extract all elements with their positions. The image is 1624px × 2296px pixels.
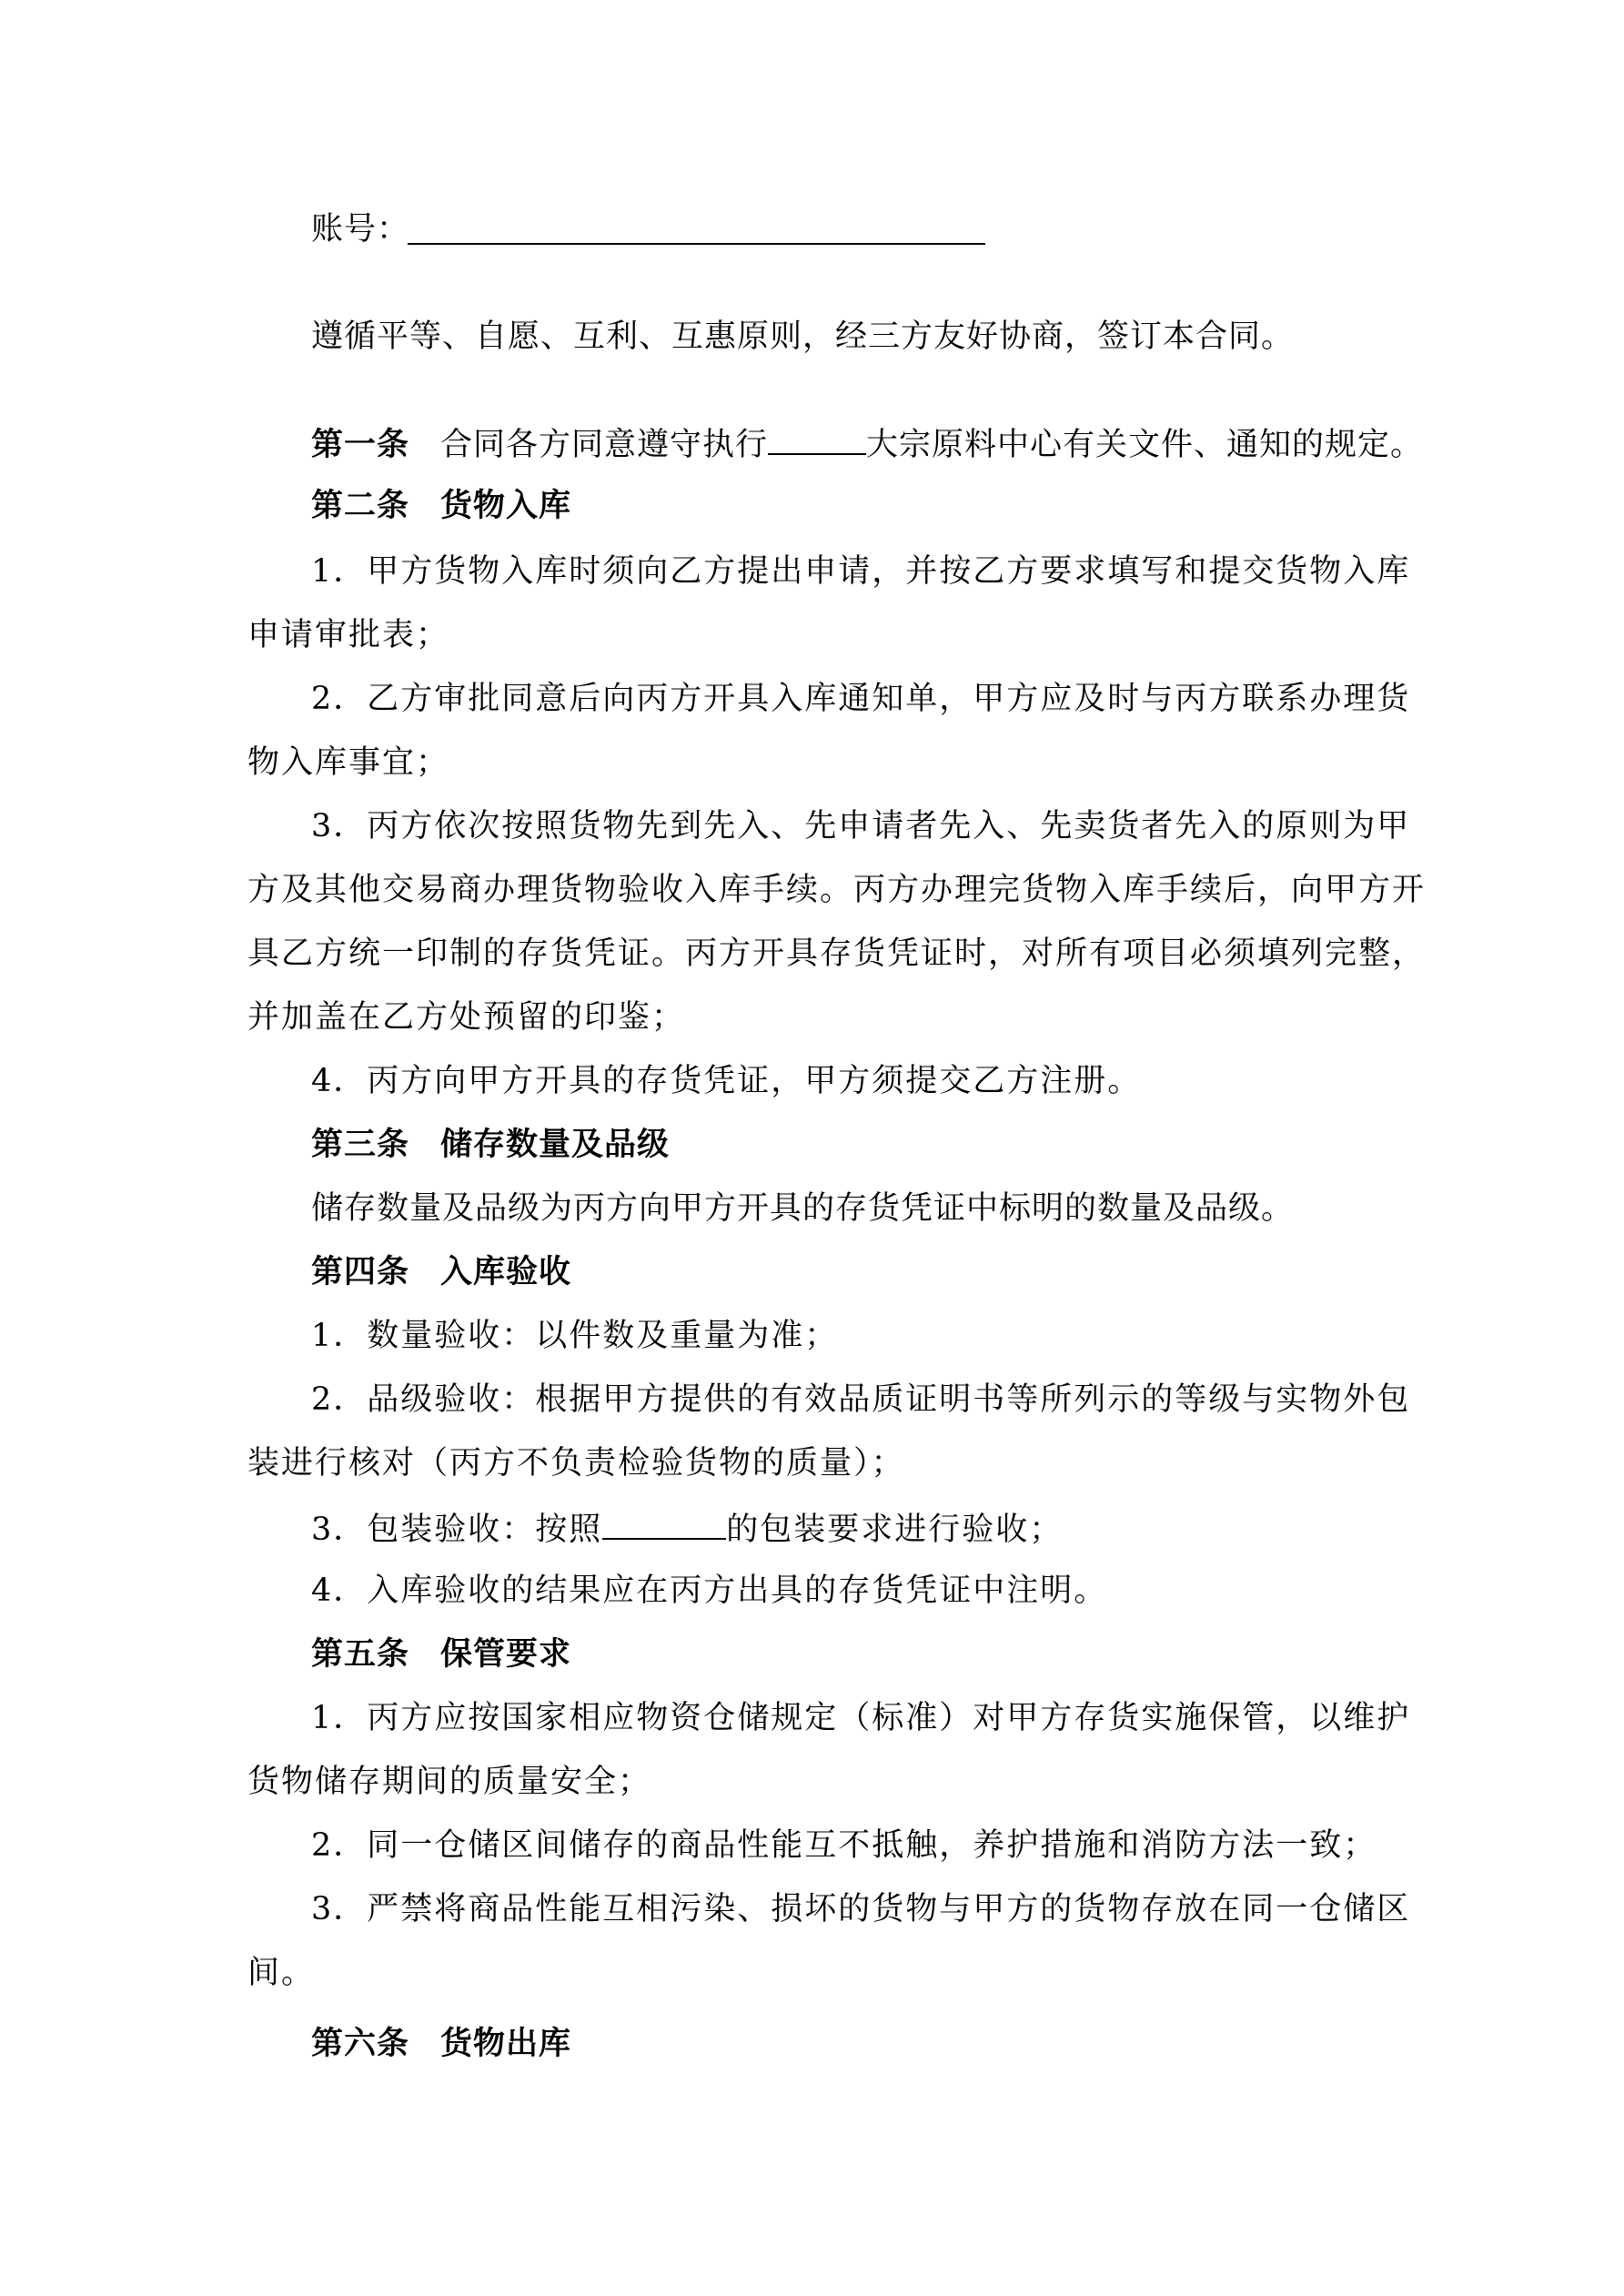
article-6-name: 货物出库 — [440, 2025, 572, 2062]
article-6-heading — [311, 2022, 571, 2066]
intro-paragraph: 遵循平等、自愿、互利、互惠原则，经三方友好协商，签订本合同。 — [311, 319, 1295, 355]
article-2-item-3-line-4: 并加盖在乙方处预留的印鉴； — [247, 999, 686, 1036]
article-2-item-1-line-2: 申请审批表； — [247, 617, 450, 653]
article-2-name: 货物入库 — [440, 487, 572, 524]
account-blank-line — [408, 243, 985, 245]
article-2-item-4: 4．丙方向甲方开具的存货凭证，甲方须提交乙方注册。 — [311, 1063, 1142, 1099]
article-5-item-1-line-1: 1．丙方应按国家相应物资仓储规定（标准）对甲方存货实施保管，以维护 — [311, 1700, 1411, 1736]
article-1 — [311, 420, 1423, 467]
article-2-item-1-line-1: 1．甲方货物入库时须向乙方提出申请，并按乙方要求填写和提交货物入库 — [311, 553, 1411, 590]
article-5-item-3-line-2: 间。 — [247, 1955, 316, 1991]
article-5-item-3-line-1: 3．严禁将商品性能互相污染、损坏的货物与甲方的货物存放在同一仓储区 — [311, 1891, 1411, 1927]
article-4-item-3-before: 3．包装验收：按照 — [311, 1512, 603, 1548]
article-5-title: 第五条 — [311, 1635, 410, 1673]
article-2-item-3-line-2: 方及其他交易商办理货物验收入库手续。丙方办理完货物入库手续后，向甲方开 — [247, 872, 1427, 908]
article-1-text-after: 大宗原料中心有关文件、通知的规定。 — [866, 427, 1424, 463]
article-4-name: 入库验收 — [440, 1253, 572, 1290]
article-4-heading — [311, 1250, 571, 1294]
article-3-heading — [311, 1123, 670, 1167]
article-1-title: 第一条 — [311, 426, 410, 463]
article-5-name: 保管要求 — [440, 1635, 572, 1673]
article-4-item-3-after: 的包装要求进行验收； — [726, 1512, 1064, 1548]
article-2-item-3-line-3: 具乙方统一印制的存货凭证。丙方开具存货凭证时，对所有项目必须填列完整， — [247, 936, 1427, 972]
article-3-title: 第三条 — [311, 1126, 410, 1163]
article-5-item-1-line-2: 货物储存期间的质量安全； — [247, 1764, 652, 1800]
article-4-title: 第四条 — [311, 1253, 410, 1290]
article-4-item-1: 1．数量验收：以件数及重量为准； — [311, 1318, 839, 1354]
article-2-title: 第二条 — [311, 487, 410, 524]
article-4-item-2-line-1: 2．品级验收：根据甲方提供的有效品质证明书等所列示的等级与实物外包 — [311, 1381, 1411, 1418]
article-4-item-2-line-2: 装进行核对（丙方不负责检验货物的质量）； — [247, 1445, 905, 1482]
article-5-heading — [311, 1633, 571, 1676]
article-1-blank — [768, 420, 866, 455]
article-2-item-2-line-2: 物入库事宜； — [247, 744, 450, 781]
article-6-title: 第六条 — [311, 2025, 410, 2062]
article-3-name: 储存数量及品级 — [440, 1126, 671, 1163]
article-5-item-2: 2．同一仓储区间储存的商品性能互不抵触，养护措施和消防方法一致； — [311, 1827, 1377, 1864]
article-2-heading — [311, 484, 571, 528]
article-2-item-2-line-1: 2．乙方审批同意后向丙方开具入库通知单，甲方应及时与丙方联系办理货 — [311, 681, 1411, 717]
article-4-item-4: 4．入库验收的结果应在丙方出具的存货凭证中注明。 — [311, 1573, 1108, 1609]
account-label: 账号： — [311, 211, 410, 248]
article-1-text-before: 合同各方同意遵守执行 — [440, 427, 769, 463]
article-4-item-3 — [311, 1505, 1063, 1552]
article-2-item-3-line-1: 3．丙方依次按照货物先到先入、先申请者先入、先卖货者先入的原则为甲 — [311, 808, 1411, 845]
article-4-item-3-blank — [602, 1505, 726, 1540]
article-3-text: 储存数量及品级为丙方向甲方开具的存货凭证中标明的数量及品级。 — [311, 1190, 1295, 1227]
